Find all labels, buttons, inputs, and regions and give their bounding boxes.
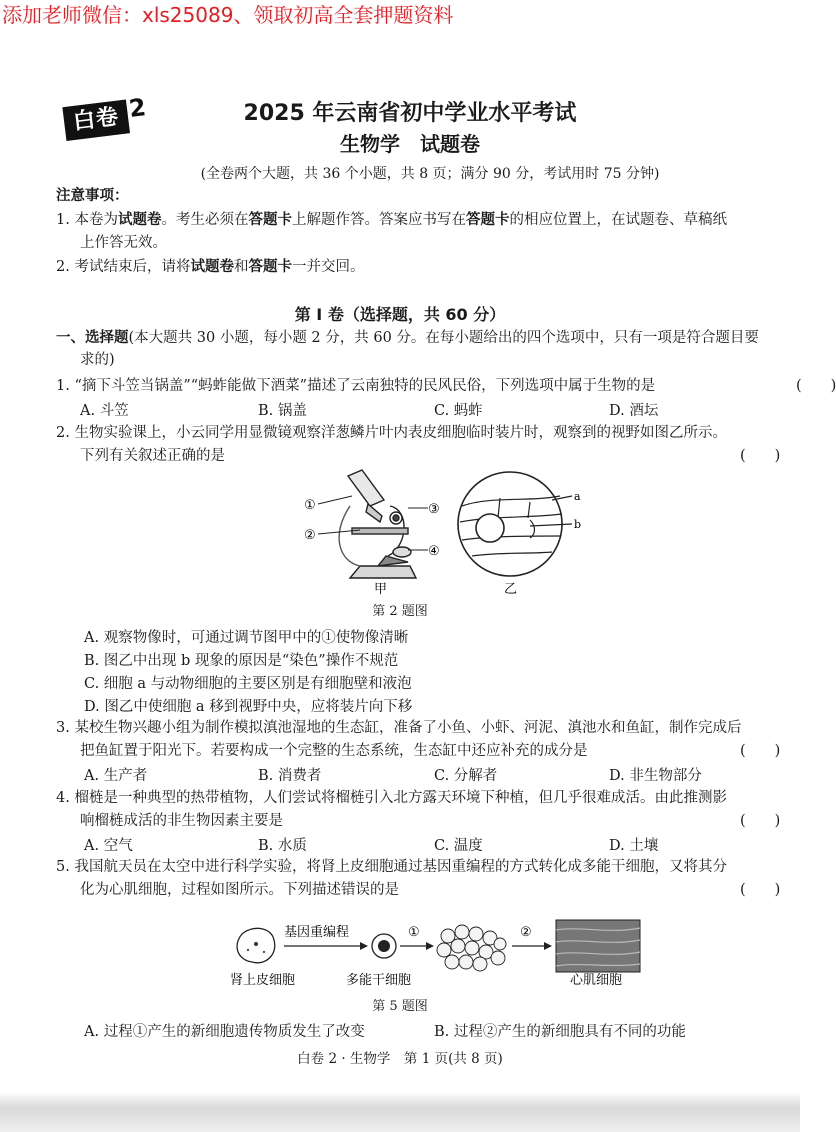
q2-option-d: D. 图乙中使细胞 a 移到视野中央，应将装片向下移 xyxy=(84,699,413,715)
q2-caption: 第 2 题图 xyxy=(372,604,428,619)
arrow-head xyxy=(360,942,368,950)
fig-label-kidney: 肾上皮细胞 xyxy=(230,973,296,988)
q2-option-b: B. 图乙中出现 b 现象的原因是“染色”操作不规范 xyxy=(84,653,399,669)
q1-option-a: A. 斗笠 xyxy=(80,403,129,419)
note-emph: 答题卡 xyxy=(248,259,292,275)
leader-line xyxy=(318,496,352,504)
fig-label-b: b xyxy=(574,518,582,531)
q2-figure xyxy=(290,466,590,600)
note-1-line-2: 上作答无效。 xyxy=(80,235,167,251)
notes-heading: 注意事项： xyxy=(56,188,129,204)
kidney-cell xyxy=(237,928,275,962)
part1-line-2: 求的) xyxy=(80,352,115,368)
q1-option-d: D. 酒坛 xyxy=(609,403,659,419)
page-footer: 白卷 2 · 生物学 第 1 页(共 8 页) xyxy=(297,1051,503,1067)
exam-info: (全卷两个大题，共 36 个小题，共 8 页；满分 90 分，考试用时 75 分钟) xyxy=(200,166,660,182)
part1-line-1 xyxy=(56,328,759,348)
q3-answer-paren: ( ) xyxy=(740,743,781,759)
scan-edge-shadow xyxy=(0,1092,800,1132)
q3-stem-1: 3. 某校生物兴趣小组为制作模拟滇池湿地的生态缸，准备了小鱼、小虾、河泥、滇池水和鱼缸，制作完成后 xyxy=(56,720,742,736)
note-text: 上解题作答。答案应书写在 xyxy=(291,212,466,228)
q5-text: 化为心肌细胞，过程如图所示。下列描述错误的是 xyxy=(80,882,399,898)
note-text: 一并交回。 xyxy=(291,259,365,275)
note-text: 1. 本卷为 xyxy=(56,212,118,228)
note-text: 的相应位置上，在试题卷、草稿纸 xyxy=(509,212,727,228)
fig-label-3: ③ xyxy=(428,502,440,517)
fig-label-step2: ② xyxy=(520,925,532,940)
note-text: 和 xyxy=(233,259,249,275)
q3-text: 把鱼缸置于阳光下。若要构成一个完整的生态系统，生态缸中还应补充的成分是 xyxy=(80,743,588,759)
note-emph: 答题卡 xyxy=(248,212,292,228)
q5-answer-paren: ( ) xyxy=(740,882,781,898)
q2-stem-1: 2. 生物实验课上，小云同学用显微镜观察洋葱鳞片叶内表皮细胞临时装片时，观察到的视野如图乙所示。 xyxy=(56,425,727,441)
note-emph: 试题卷 xyxy=(117,212,162,228)
fig-label-1: ① xyxy=(304,498,316,513)
q2-option-c: C. 细胞 a 与动物细胞的主要区别是有细胞壁和液泡 xyxy=(84,676,412,692)
note-text: 。考生必须在 xyxy=(161,212,249,228)
badge-number: 2 xyxy=(127,93,148,124)
q3-stem-2 xyxy=(80,741,781,761)
q2-stem-2 xyxy=(80,446,781,466)
fig-label-yi: 乙 xyxy=(504,582,518,597)
arrow-head xyxy=(426,942,434,950)
q4-stem-2 xyxy=(80,811,781,831)
heart-muscle-cells xyxy=(556,920,640,972)
q5-stem-1: 5. 我国航天员在太空中进行科学实验，将肾上皮细胞通过基因重编程的方式转化成多能干细胞，又将其分 xyxy=(56,859,727,875)
note-2 xyxy=(56,257,364,277)
fig-label-2: ② xyxy=(304,528,316,543)
exam-title: 2025 年云南省初中学业水平考试 xyxy=(243,101,577,126)
fig-label-jia: 甲 xyxy=(374,582,388,597)
cell-cluster xyxy=(437,925,506,971)
fig-label-heart: 心肌细胞 xyxy=(570,973,623,988)
q4-text: 响榴梿成活的非生物因素主要是 xyxy=(80,813,283,829)
q5-option-b: B. 过程②产生的新细胞具有不同的功能 xyxy=(434,1024,686,1040)
note-emph: 试题卷 xyxy=(190,259,234,275)
microscope-diagram xyxy=(339,470,416,578)
section-title: 第 Ⅰ 卷（选择题，共 60 分） xyxy=(294,305,506,324)
fig-label-a: a xyxy=(574,490,581,503)
q1-option-c: C. 蚂蚱 xyxy=(434,403,483,419)
q4-option-d: D. 土壤 xyxy=(609,838,659,854)
q5-option-a: A. 过程①产生的新细胞遗传物质发生了改变 xyxy=(84,1024,365,1040)
q3-option-a: A. 生产者 xyxy=(84,768,148,784)
q4-option-a: A. 空气 xyxy=(84,838,133,854)
part1-head: 一、选择题 xyxy=(56,330,129,346)
stem-cell xyxy=(372,934,396,958)
q2-option-a: A. 观察物像时，可通过调节图甲中的①使物像清晰 xyxy=(84,630,409,646)
q5-stem-2 xyxy=(80,880,781,900)
q4-option-c: C. 温度 xyxy=(434,838,483,854)
note-text: 2. 考试结束后，请将 xyxy=(56,259,191,275)
part1-desc: (本大题共 30 小题，每小题 2 分，共 60 分。在每小题给出的四个选项中，只有一项是符合题目要 xyxy=(128,330,759,346)
q3-option-c: C. 分解者 xyxy=(434,768,498,784)
q5-caption: 第 5 题图 xyxy=(372,999,428,1014)
fig-label-step1: ① xyxy=(408,925,420,940)
q2-answer-paren: ( ) xyxy=(740,448,781,464)
fig-label-reprog: 基因重编程 xyxy=(284,925,350,940)
exam-subject: 生物学 试题卷 xyxy=(340,132,480,156)
q1-option-b: B. 锅盖 xyxy=(258,403,307,419)
note-1-line-1 xyxy=(56,210,727,230)
q2-text: 下列有关叙述正确的是 xyxy=(80,448,225,464)
fig-label-4: ④ xyxy=(428,544,440,559)
q5-figure xyxy=(220,906,640,992)
q4-stem-1: 4. 榴梿是一种典型的热带植物，人们尝试将榴梿引入北方露天环境下种植，但几乎很难成活。由此推测影 xyxy=(56,790,727,806)
note-emph: 答题卡 xyxy=(465,212,510,228)
q3-option-b: B. 消费者 xyxy=(258,768,322,784)
q4-option-b: B. 水质 xyxy=(258,838,307,854)
volume-badge xyxy=(62,93,150,143)
q4-answer-paren: ( ) xyxy=(740,813,781,829)
q3-option-d: D. 非生物部分 xyxy=(609,768,702,784)
q1-text: 1. “摘下斗笠当锅盖”“蚂蚱能做下酒菜”描述了云南独特的民风民俗，下列选项中属于生物的是 xyxy=(56,378,656,394)
q1-answer-paren: ( ) xyxy=(796,378,836,394)
promo-banner: 添加老师微信：xls25089、领取初高全套押题资料 xyxy=(2,3,454,27)
badge-label: 白卷 xyxy=(62,99,130,141)
q1-stem xyxy=(56,376,836,396)
fig-label-stem: 多能干细胞 xyxy=(346,973,412,988)
arrow-head xyxy=(544,942,552,950)
field-of-view-diagram xyxy=(458,472,572,576)
